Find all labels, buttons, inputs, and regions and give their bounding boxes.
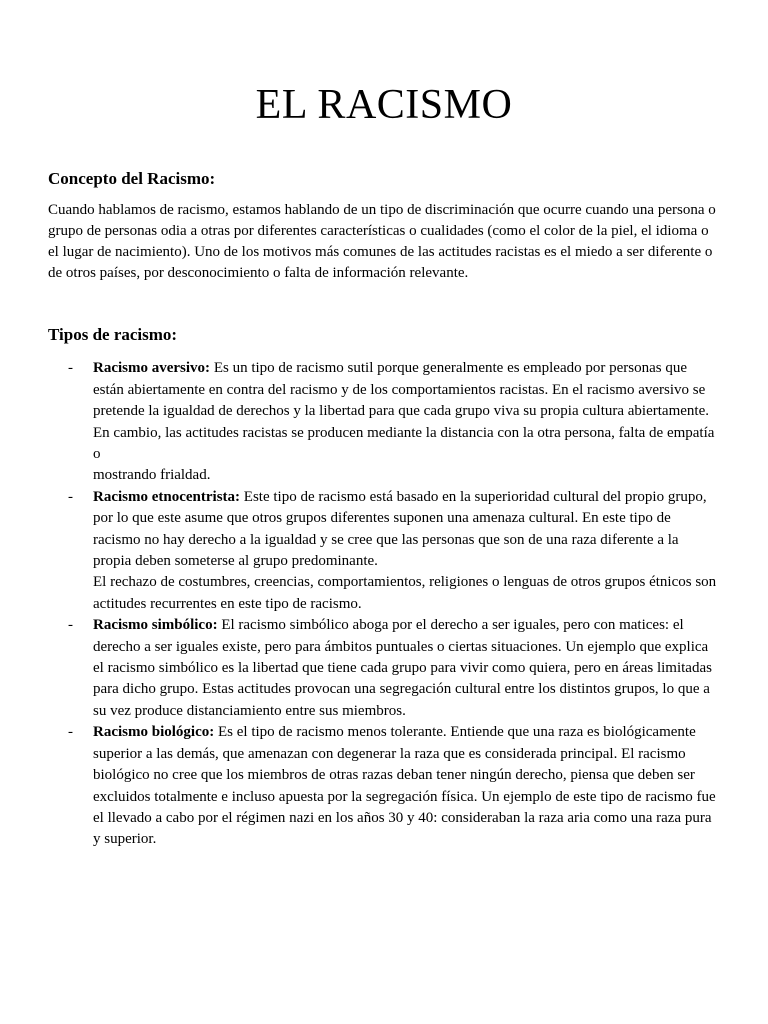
term-description: El racismo simbólico aboga por el derecho a ser iguales, pero con matices: el derecho a ser iguales existe, pero para ámbitos puntuales o ciertas situaciones. Un ejemplo que explica el racismo simbólico es la libertad que tiene cada grupo para vivir como quiera, pero en áreas limitadas para dicho grupo. Estas actitudes provocan una segregación cultural entre los distintos grupos, lo que a su vez produce distanciamiento entre sus miembros. [93, 617, 712, 719]
page-title: EL RACISMO [255, 82, 513, 128]
list-bullet: - [68, 488, 73, 505]
term-description-extra: mostrando frialdad. [93, 467, 211, 484]
concept-paragraph: Cuando hablamos de racismo, estamos hablando de un tipo de discriminación que ocurre cuando una persona o grupo de personas odia a otras por diferentes características o cualidades (como el color de la piel, el idioma o el lugar de nacimiento). Uno de los motivos más comunes de las actitudes racistas es el miedo a ser diferente o de otros países, por desconocimiento o falta de información relevante. [48, 202, 716, 282]
term-description: Es el tipo de racismo menos tolerante. Entiende que una raza es biológicamente superior a las demás, que amenazan con degenerar la raza que es considerada principal. El racismo biológico no cree que los miembros de otras razas deban tener ningún derecho, piensa que deben ser excluidos totalmente e incluso apuesta por la segregación física. Un ejemplo de este tipo de racismo fue el llevado a cabo por el régimen nazi en los años 30 y 40: consideraban la raza aria como una raza pura y superior. [93, 724, 716, 848]
term-label: Racismo simbólico: [93, 617, 218, 634]
list-item-symbolic [48, 615, 720, 722]
term-description-extra: El rechazo de costumbres, creencias, comportamientos, religiones o lenguas de otros grupos étnicos son actitudes recurrentes en este tipo de racismo. [93, 574, 717, 612]
list-bullet: - [68, 724, 73, 741]
types-heading: Tipos de racismo: [48, 325, 178, 345]
list-item-ethnocentric [48, 487, 720, 615]
concept-heading: Concepto del Racismo: [48, 169, 216, 189]
list-item-aversive [48, 358, 720, 486]
list-bullet: - [68, 360, 73, 377]
term-label: Racismo etnocentrista: [93, 488, 241, 505]
term-description: Es un tipo de racismo sutil porque generalmente es empleado por personas que están abiertamente en contra del racismo y de los comportamientos racistas. En el racismo aversivo se pretende la igualdad de derechos y la libertad para que cada grupo viva su propia cultura abiertamente. En cambio, las actitudes racistas se producen mediante la distancia con la otra persona, falta de empatía o [93, 360, 715, 462]
term-label: Racismo aversivo: [93, 360, 211, 377]
list-item-biological [48, 722, 720, 850]
list-bullet: - [68, 617, 73, 634]
types-list [48, 358, 720, 850]
term-label: Racismo biológico: [93, 724, 215, 741]
term-description: Este tipo de racismo está basado en la superioridad cultural del propio grupo, por lo que este asume que otros grupos diferentes suponen una amenaza cultural. En este tipo de racismo no hay derecho a la igualdad y se cree que las personas que son de una raza diferente a la propia deben someterse al grupo predominante. [93, 488, 707, 570]
